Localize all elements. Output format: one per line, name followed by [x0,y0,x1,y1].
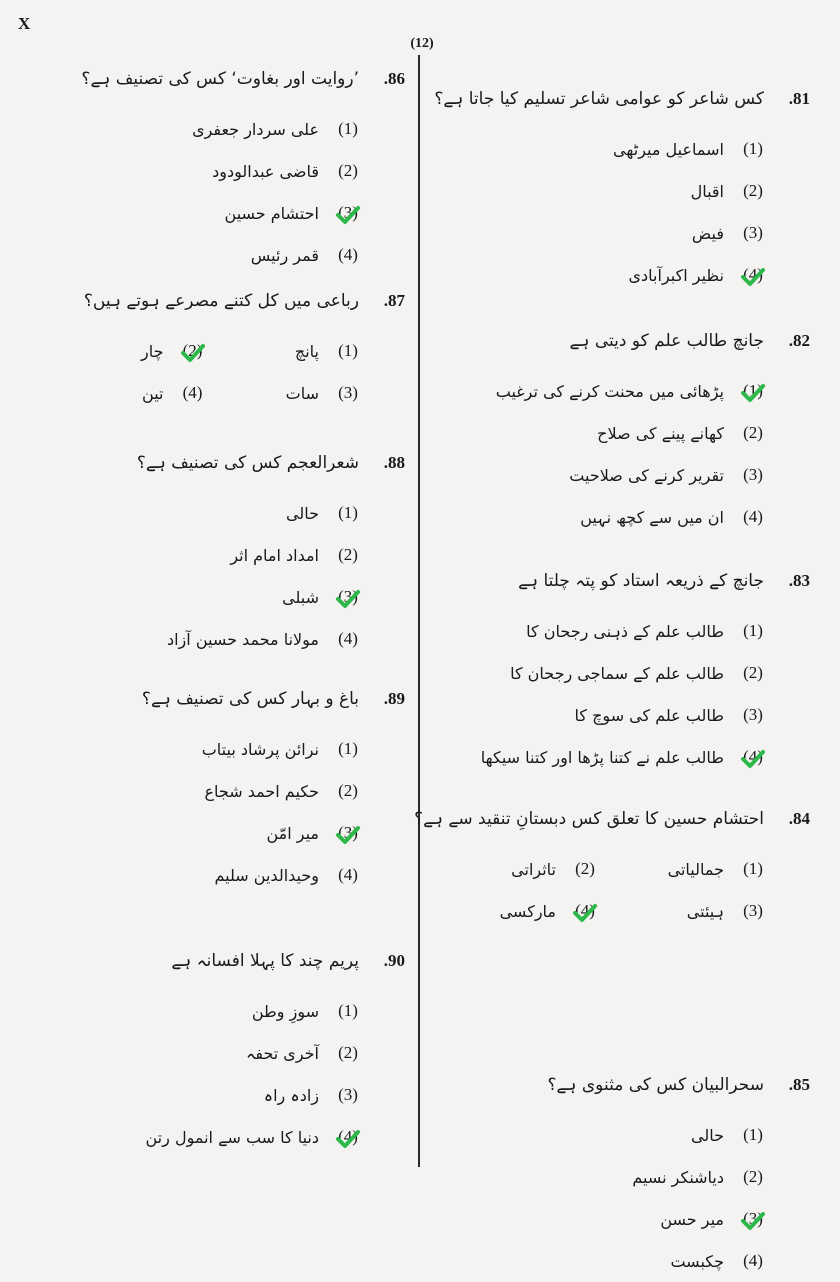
option-item[interactable] [216,372,372,414]
option-item[interactable] [60,234,405,276]
option-number: (3) [743,223,763,242]
option-list [60,330,405,414]
option-item[interactable] [440,848,608,890]
option-list [440,128,810,296]
option-text: قمر رئیس [250,245,319,265]
option-number: (4) [736,747,770,767]
option-text: قاضی عبدالودود [212,161,319,181]
question-number: .86 [383,69,405,88]
question-number: .83 [788,571,810,590]
option-number: (2) [176,341,210,361]
option-number: (1) [338,119,358,138]
option-item[interactable] [60,728,405,770]
question-text: جانچ کے ذریعہ استاد کو پتہ چلتا ہے [518,571,764,591]
option-text: حکیم احمد شجاع [204,781,319,801]
option-number: (4) [338,865,358,884]
option-item[interactable] [60,1074,405,1116]
option-text: سات [285,383,319,403]
question-number: .81 [788,89,810,108]
option-number: (1) [338,739,358,758]
check-mark-icon [740,749,766,769]
option-text: سوزِ وطن [251,1001,319,1021]
option-number: (3) [736,1209,770,1229]
option-number: (3) [743,465,763,484]
question-text: کس شاعر کو عوامی شاعر تسلیم کیا جاتا ہے؟ [434,89,764,109]
option-number: (1) [743,1125,763,1144]
question-number: .84 [788,809,810,828]
option-list [60,728,405,896]
option-number: (4) [338,629,358,648]
option-number: (2) [743,1167,763,1186]
question-header [440,330,810,370]
left-column [60,0,405,1233]
option-text: تقریر کرنے کی صلاحیت [569,465,724,485]
question-text: رباعی میں کل کتنے مصرعے ہوتے ہیں؟ [83,291,359,311]
question-81 [434,88,810,296]
option-text: حالی [691,1125,724,1145]
option-item[interactable] [440,1114,810,1156]
question-83 [440,570,810,778]
option-list [440,370,810,538]
option-text: دنیا کا سب سے انمول رتن [145,1127,319,1147]
check-mark-icon [740,267,766,287]
option-item[interactable] [60,108,405,150]
option-number: (2) [743,663,763,682]
question-header [60,452,405,492]
option-number: (1) [736,381,770,401]
option-item[interactable] [440,652,810,694]
option-text: تاثراتی [511,859,556,879]
option-number: (1) [338,341,358,360]
option-text: طالب علم کے سماجی رجحان کا [510,663,724,683]
option-text: دیاشنکر نسیم [632,1167,724,1187]
page-number: (12) [410,36,434,51]
option-text: شبلی [282,587,319,607]
option-text: مولانا محمد حسین آزاد [166,629,319,649]
question-number: .89 [383,689,405,708]
option-item[interactable] [60,150,405,192]
option-text: تین [142,383,164,403]
check-mark-icon [740,1211,766,1231]
option-item[interactable] [440,890,608,932]
option-text: علی سردار جعفری [192,119,319,139]
question-number: .88 [383,453,405,472]
question-86 [60,68,405,276]
check-mark-icon [335,825,361,845]
option-item[interactable] [440,128,810,170]
option-item[interactable] [60,534,405,576]
option-text: آخری تحفہ [245,1043,319,1063]
question-text: باغ و بہار کس کی تصنیف ہے؟ [141,689,359,709]
question-header [60,290,405,330]
option-text: جمالیاتی [667,859,724,879]
option-number: (1) [743,139,763,158]
question-number: .82 [788,331,810,350]
question-text: سحرالبیان کس کی مثنوی ہے؟ [547,1075,764,1095]
option-number: (4) [736,265,770,285]
option-text: اسماعیل میرٹھی [613,139,724,159]
option-text: نرائن پرشاد بیتاب [201,739,319,759]
option-item[interactable] [440,694,810,736]
option-text: مارکسی [499,901,556,921]
question-82 [440,330,810,538]
question-90 [60,950,405,1158]
question-87 [60,290,405,414]
option-text: پانچ [294,341,319,361]
option-item[interactable] [216,330,372,372]
option-number: (2) [743,181,763,200]
option-number: (1) [338,1001,358,1020]
option-text: طالب علم کی سوچ کا [574,705,724,725]
question-header [60,688,405,728]
option-list [440,848,810,932]
question-header [434,88,810,128]
option-number: (2) [338,781,358,800]
option-text: ہیئتی [686,901,724,921]
option-item[interactable] [440,496,810,538]
question-text: پریم چند کا پہلا افسانہ ہے [171,951,359,971]
option-list [440,1114,810,1282]
option-number: (4) [568,901,602,921]
question-84 [414,808,810,932]
option-list [440,610,810,778]
question-header [414,808,810,848]
check-mark-icon [335,1129,361,1149]
option-item[interactable] [608,848,776,890]
option-item[interactable] [60,1032,405,1074]
option-number: (3) [331,203,365,223]
question-text: ’روایت اور بغاوت‘ کس کی تصنیف ہے؟ [81,69,359,89]
option-item[interactable] [60,372,216,414]
option-number: (1) [743,621,763,640]
option-text: احتشام حسین [224,203,319,223]
option-text: امداد امام اثر [230,545,319,565]
option-item[interactable] [440,170,810,212]
check-mark-icon [335,589,361,609]
check-mark-icon [740,383,766,403]
option-item[interactable] [440,454,810,496]
option-item[interactable] [440,736,810,778]
option-number: (1) [743,859,763,878]
option-list [60,108,405,276]
option-item[interactable] [60,618,405,660]
option-number: (2) [338,545,358,564]
option-number: (3) [331,823,365,843]
option-item[interactable] [440,212,810,254]
option-number: (1) [338,503,358,522]
option-text: طالب علم کے ذہنی رجحان کا [526,621,724,641]
option-text: میر امّن [266,823,319,843]
option-number: (2) [743,423,763,442]
check-mark-icon [180,343,206,363]
question-88 [60,452,405,660]
option-number: (2) [338,161,358,180]
option-item[interactable] [440,254,810,296]
option-item[interactable] [440,610,810,652]
question-header [440,1074,810,1114]
option-number: (3) [338,383,358,402]
question-header [60,950,405,990]
option-item[interactable] [60,192,405,234]
option-item[interactable] [60,770,405,812]
option-item[interactable] [440,370,810,412]
corner-mark: X [18,14,31,33]
option-text: زادہ راہ [263,1085,319,1105]
option-number: (3) [331,587,365,607]
option-text: طالب علم نے کتنا پڑھا اور کتنا سیکھا [480,747,724,767]
question-text: شعرالعجم کس کی تصنیف ہے؟ [136,453,359,473]
option-text: وحیدالدین سلیم [214,865,319,885]
option-item[interactable] [608,890,776,932]
check-mark-icon [335,205,361,225]
option-item[interactable] [440,1198,810,1240]
question-number: .85 [788,1075,810,1094]
option-text: پڑھائی میں محنت کرنے کی ترغیب [495,381,724,401]
option-text: میر حسن [660,1209,724,1229]
option-text: نظیر اکبرآبادی [628,265,724,285]
option-text: کھانے پینے کی صلاح [597,423,724,443]
option-text: ان میں سے کچھ نہیں [580,507,724,527]
option-item[interactable] [60,812,405,854]
option-number: (4) [743,1251,763,1270]
option-item[interactable] [60,330,216,372]
option-number: (2) [338,1043,358,1062]
option-number: (4) [331,1127,365,1147]
question-header [60,68,405,108]
question-header [440,570,810,610]
option-number: (3) [743,705,763,724]
option-number: (4) [182,383,203,402]
question-text: جانچ طالب علم کو دیتی ہے [569,331,764,351]
question-text: احتشام حسین کا تعلق کس دبستانِ تنقید سے ہے؟ [414,809,764,829]
option-text: چکبست [670,1251,724,1271]
column-divider [418,55,420,1167]
question-89 [60,688,405,896]
option-item[interactable] [60,1116,405,1158]
option-item[interactable] [60,854,405,896]
option-list [60,990,405,1158]
option-item[interactable] [60,576,405,618]
question-number: .90 [383,951,405,970]
check-mark-icon [572,903,598,923]
option-number: (3) [338,1085,358,1104]
option-item[interactable] [60,492,405,534]
option-text: اقبال [690,181,724,201]
option-number: (3) [743,901,763,920]
option-item[interactable] [440,1156,810,1198]
option-text: حالی [286,503,319,523]
option-text: فیض [691,223,724,243]
question-85 [440,1074,810,1282]
option-list [60,492,405,660]
option-item[interactable] [440,412,810,454]
option-text: چار [141,341,164,361]
question-number: .87 [383,291,405,310]
option-number: (4) [338,245,358,264]
option-number: (4) [743,507,763,526]
option-number: (2) [575,859,595,878]
option-item[interactable] [440,1240,810,1282]
option-item[interactable] [60,990,405,1032]
